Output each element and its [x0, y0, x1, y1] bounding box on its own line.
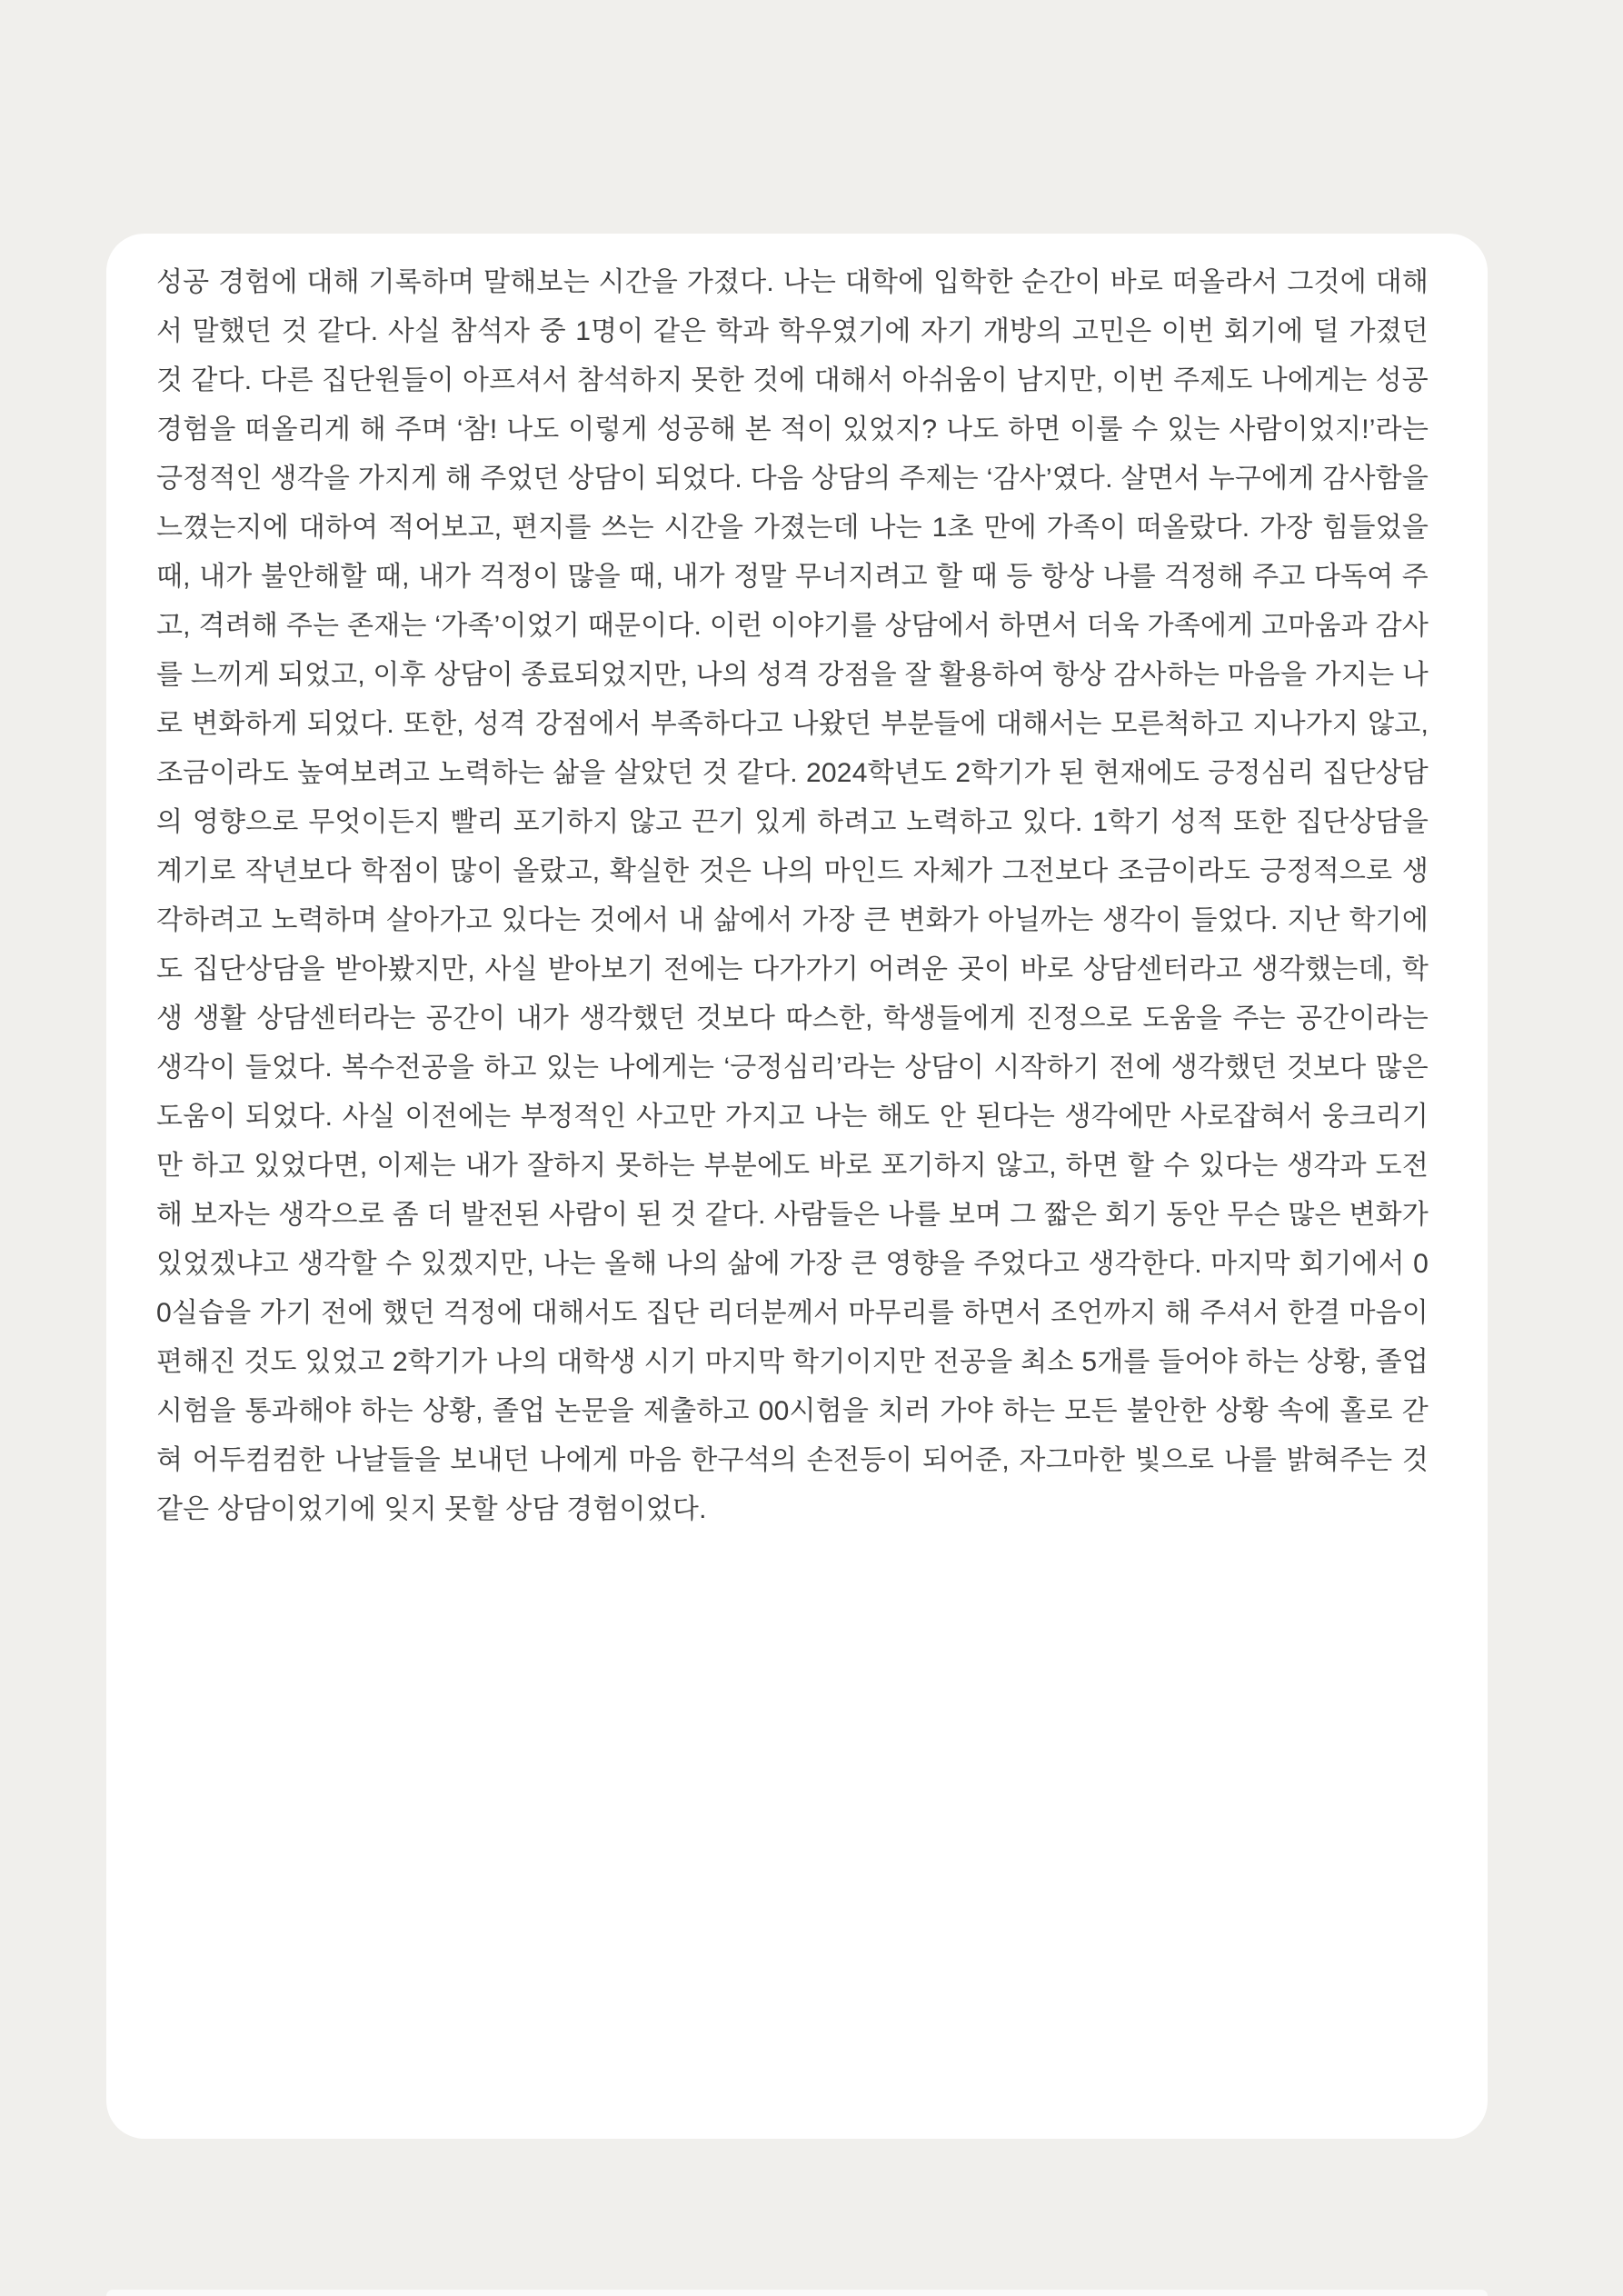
next-card-top-edge — [106, 2290, 1488, 2296]
content-card — [106, 234, 1488, 2139]
journal-paragraph: 성공 경험에 대해 기록하며 말해보는 시간을 가졌다. 나는 대학에 입학한 순간이 바로 떠올라서 그것에 대해서 말했던 것 같다. 사실 참석자 중 1명이 같은 학과 학우였기에 자기 개방의 고민은 이번 회기에 덜 가졌던 것 같다. 다른 집단원들이 아프셔서 참석하지 못한 것에 대해서 아쉬움이 남지만, 이번 주제도 나에게는 성공 경험을 떠올리게 해 주며 ‘참! 나도 이렇게 성공해 본 적이 있었지? 나도 하면 이룰 수 있는 사람이었지!’라는 긍정적인 생각을 가지게 해 주었던 상담이 되었다. 다음 상담의 주제는 ‘감사’였다. 살면서 누구에게 감사함을 느꼈는지에 대하여 적어보고, 편지를 쓰는 시간을 가졌는데 나는 1초 만에 가족이 떠올랐다. 가장 힘들었을 때, 내가 불안해할 때, 내가 걱정이 많을 때, 내가 정말 무너지려고 할 때 등 항상 나를 걱정해 주고 다독여 주고, 격려해 주는 존재는 ‘가족’이었기 때문이다. 이런 이야기를 상담에서 하면서 더욱 가족에게 고마움과 감사를 느끼게 되었고, 이후 상담이 종료되었지만, 나의 성격 강점을 잘 활용하여 항상 감사하는 마음을 가지는 나로 변화하게 되었다. 또한, 성격 강점에서 부족하다고 나왔던 부분들에 대해서는 모른척하고 지나가지 않고, 조금이라도 높여보려고 노력하는 삶을 살았던 것 같다. 2024학년도 2학기가 된 현재에도 긍정심리 집단상담의 영향으로 무엇이든지 빨리 포기하지 않고 끈기 있게 하려고 노력하고 있다. 1학기 성적 또한 집단상담을 계기로 작년보다 학점이 많이 올랐고, 확실한 것은 나의 마인드 자체가 그전보다 조금이라도 긍정적으로 생각하려고 노력하며 살아가고 있다는 것에서 내 삶에서 가장 큰 변화가 아닐까는 생각이 들었다. 지난 학기에도 집단상담을 받아봤지만, 사실 받아보기 전에는 다가가기 어려운 곳이 바로 상담센터라고 생각했는데, 학생 생활 상담센터라는 공간이 내가 생각했던 것보다 따스한, 학생들에게 진정으로 도움을 주는 공간이라는 생각이 들었다. 복수전공을 하고 있는 나에게는 ‘긍정심리’라는 상담이 시작하기 전에 생각했던 것보다 많은 도움이 되었다. 사실 이전에는 부정적인 사고만 가지고 나는 해도 안 된다는 생각에만 사로잡혀서 웅크리기만 하고 있었다면, 이제는 내가 잘하지 못하는 부분에도 바로 포기하지 않고, 하면 할 수 있다는 생각과 도전해 보자는 생각으로 좀 더 발전된 사람이 된 것 같다. 사람들은 나를 보며 그 짧은 회기 동안 무슨 많은 변화가 있었겠냐고 생각할 수 있겠지만, 나는 올해 나의 삶에 가장 큰 영향을 주었다고 생각한다. 마지막 회기에서 00실습을 가기 전에 했던 걱정에 대해서도 집단 리더분께서 마무리를 하면서 조언까지 해 주셔서 한결 마음이 편해진 것도 있었고 2학기가 나의 대학생 시기 마지막 학기이지만 전공을 최소 5개를 들어야 하는 상황, 졸업시험을 통과해야 하는 상황, 졸업 논문을 제출하고 00시험을 치러 가야 하는 모든 불안한 상황 속에 홀로 갇혀 어두컴컴한 나날들을 보내던 나에게 마음 한구석의 손전등이 되어준, 자그마한 빛으로 나를 밝혀주는 것 같은 상담이었기에 잊지 못할 상담 경험이었다. — [156, 267, 1429, 1524]
